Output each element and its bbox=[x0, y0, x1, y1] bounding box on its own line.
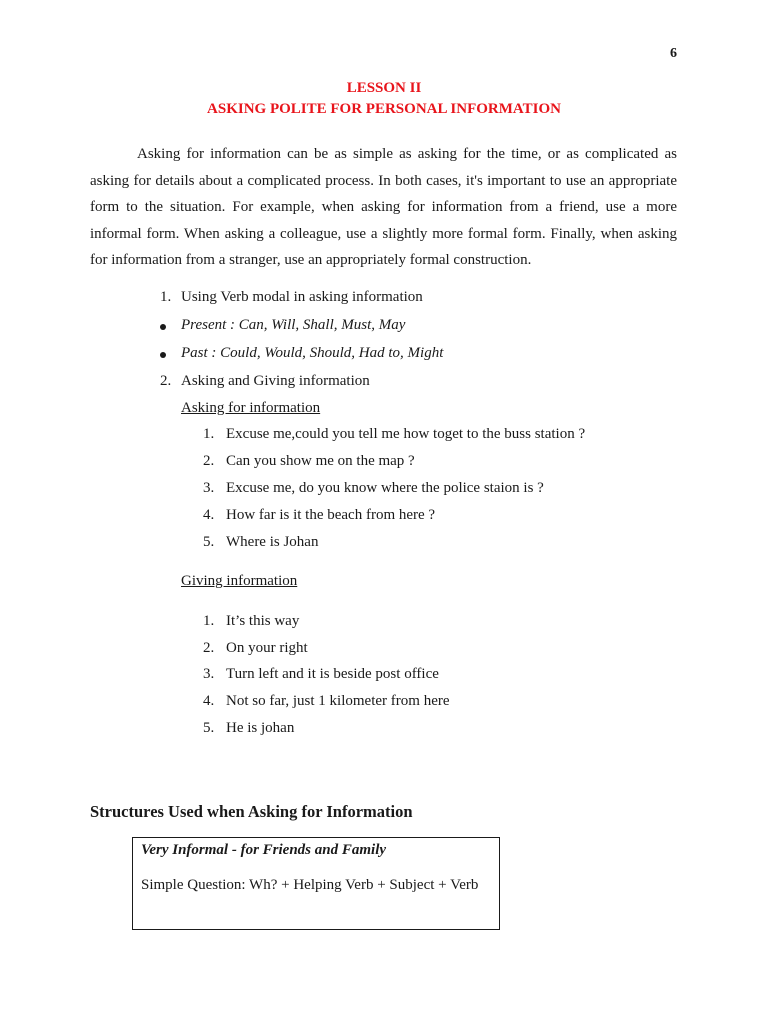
asking-item bbox=[203, 507, 435, 524]
asking-item bbox=[203, 534, 318, 551]
main-list-item-2 bbox=[160, 373, 370, 390]
giving-item bbox=[203, 613, 299, 630]
bullet-present-modals: Present : Can, Will, Shall, Must, May bbox=[181, 317, 406, 333]
list-item-text: Turn left and it is beside post office bbox=[226, 666, 439, 682]
list-item-text: Asking and Giving information bbox=[181, 373, 370, 389]
bullet-icon bbox=[160, 352, 166, 358]
lesson-title: LESSON II bbox=[346, 80, 422, 96]
list-number: 3. bbox=[203, 480, 215, 496]
list-number: 5. bbox=[203, 720, 215, 736]
list-number: 5. bbox=[203, 534, 215, 550]
structure-box-title: Very Informal - for Friends and Family bbox=[141, 842, 387, 858]
list-item-text: On your right bbox=[226, 640, 308, 656]
list-item-text: It’s this way bbox=[226, 613, 300, 629]
lesson-subtitle: ASKING POLITE FOR PERSONAL INFORMATION bbox=[207, 101, 561, 117]
bullet-icon bbox=[160, 324, 166, 330]
asking-item bbox=[203, 426, 585, 443]
structure-box-text: Simple Question: Wh? + Helping Verb + Subject + Verb bbox=[141, 877, 479, 893]
list-item-text: He is johan bbox=[226, 720, 295, 736]
main-list-item-1 bbox=[160, 289, 423, 306]
list-item-text: Excuse me,could you tell me how toget to the buss station ? bbox=[226, 426, 586, 442]
list-item-text: Can you show me on the map ? bbox=[226, 453, 415, 469]
list-number: 1. bbox=[203, 426, 215, 442]
list-item-text: Using Verb modal in asking information bbox=[181, 289, 423, 305]
list-item-text: How far is it the beach from here ? bbox=[226, 507, 436, 523]
giving-item bbox=[203, 720, 294, 737]
list-number: 2. bbox=[203, 453, 215, 469]
giving-item bbox=[203, 640, 308, 657]
asking-heading: Asking for information bbox=[181, 400, 321, 416]
list-number: 1. bbox=[160, 289, 172, 305]
list-number: 2. bbox=[160, 373, 172, 389]
asking-item bbox=[203, 453, 415, 470]
list-number: 1. bbox=[203, 613, 215, 629]
bullet-past-modals: Past : Could, Would, Should, Had to, Might bbox=[181, 345, 444, 361]
list-item-text: Excuse me, do you know where the police staion is ? bbox=[226, 480, 544, 496]
giving-heading: Giving information bbox=[181, 573, 298, 589]
list-number: 4. bbox=[203, 693, 215, 709]
list-item-text: Where is Johan bbox=[226, 534, 319, 550]
intro-paragraph: Asking for information can be as simple as asking for the time, or as complicated as asking for details about a complicated process. In both cases, it's important to use an appropriate form to the situation. For example, when asking for information from a friend, use a more informal form. When asking a colleague, use a slightly more formal form. Finally, when asking for information from a stranger, use an appropriately formal construction. bbox=[90, 146, 677, 269]
list-number: 3. bbox=[203, 666, 215, 682]
giving-item bbox=[203, 666, 439, 683]
list-number: 4. bbox=[203, 507, 215, 523]
structures-heading: Structures Used when Asking for Information bbox=[90, 802, 413, 821]
giving-item bbox=[203, 693, 450, 710]
list-item-text: Not so far, just 1 kilometer from here bbox=[226, 693, 450, 709]
page-number: 6 bbox=[670, 46, 677, 61]
list-number: 2. bbox=[203, 640, 215, 656]
asking-item bbox=[203, 480, 544, 497]
